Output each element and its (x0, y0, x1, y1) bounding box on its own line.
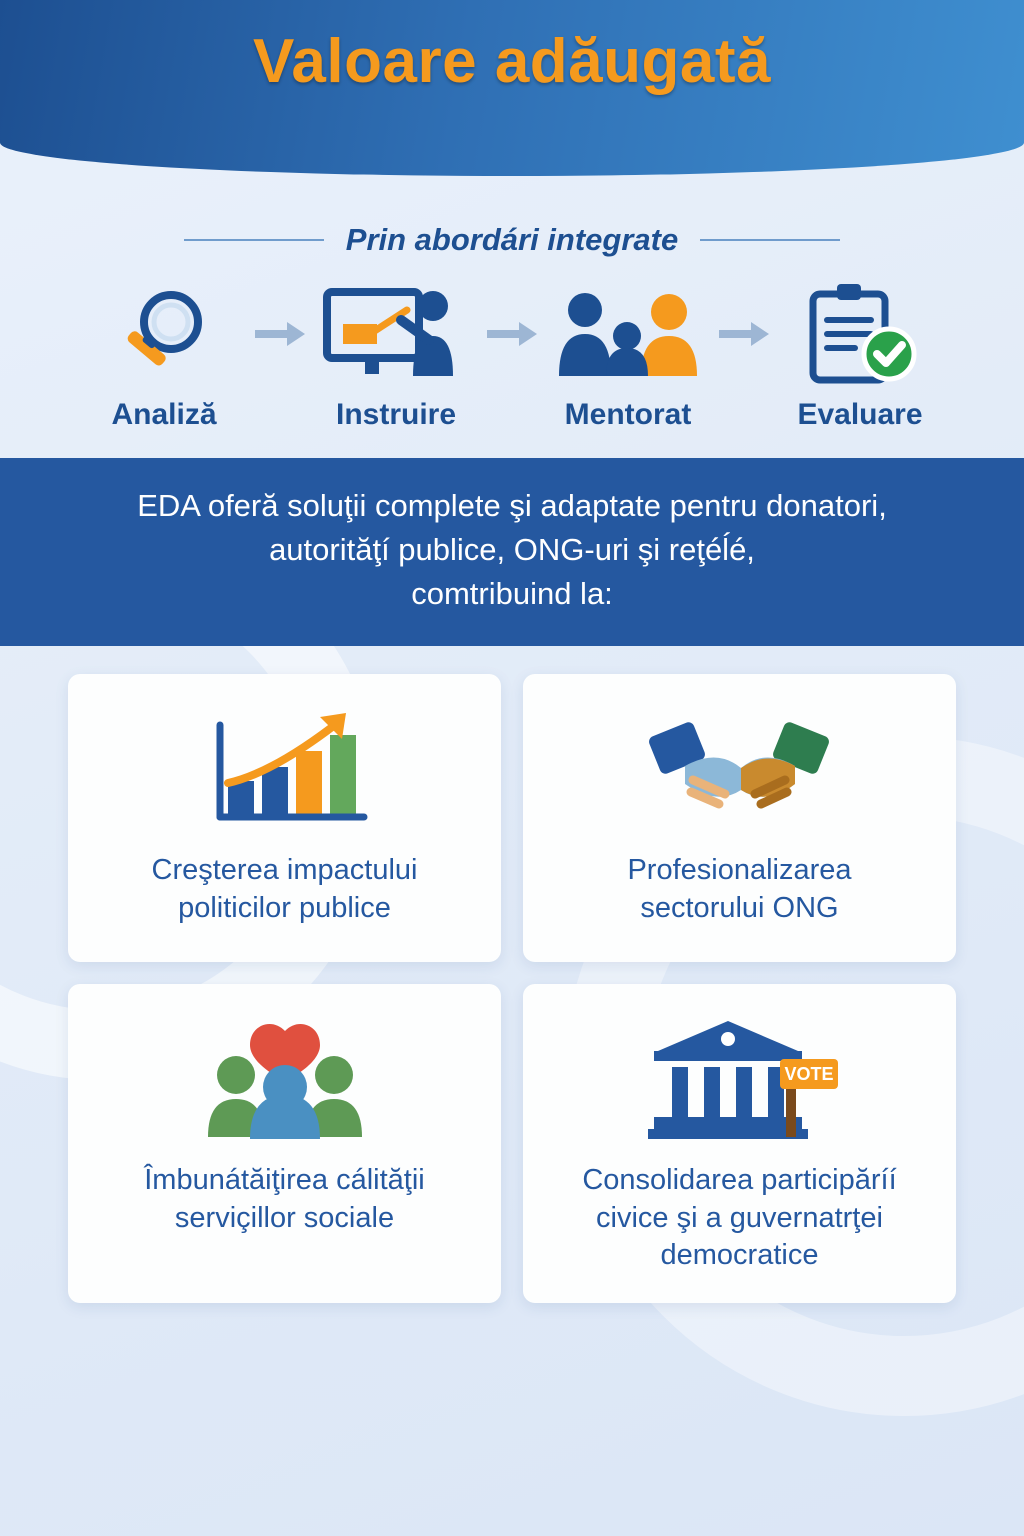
benefit-cards (0, 646, 1024, 1303)
magnifier-icon (109, 280, 219, 388)
benefit-card-civic-participation[interactable] (523, 984, 956, 1303)
divider-right (700, 239, 840, 241)
caption-line-1: Îmbunátăiţirea cálităţii (144, 1164, 425, 1197)
process-step-label: Analiză (111, 398, 217, 431)
caption-line-2: politicilor publice (178, 891, 391, 924)
caption-line-2: civice şi a guvernatrţei (596, 1201, 883, 1234)
clipboard-check-icon (795, 280, 925, 388)
statement-band (0, 458, 1024, 646)
process-step-label: Evaluare (797, 398, 923, 431)
arrow-right-icon (249, 280, 311, 388)
caption-line-2: sectorului ONG (640, 891, 839, 924)
growth-chart-icon (200, 700, 370, 840)
caption-line-1: Profesionalizarea (627, 854, 852, 887)
process-title: Prin abordári integrate (345, 222, 679, 257)
benefit-card-caption (144, 1162, 424, 1237)
page-title: Valoare adăugată (252, 27, 772, 96)
caption-line-1: Consolidarea participăríí (582, 1164, 897, 1197)
statement-line-2: autorităţí publice, ONG-uri şi reţéĺé, (269, 532, 755, 568)
government-vote-icon (640, 1010, 840, 1150)
process-section (0, 222, 1024, 458)
people-heart-icon (190, 1010, 380, 1150)
process-step-analiza (79, 280, 249, 432)
benefit-card-professionalization[interactable] (523, 674, 956, 962)
process-step-label: Instruire (335, 398, 457, 431)
caption-line-3: democratice (660, 1239, 819, 1272)
benefit-card-impact[interactable] (68, 674, 501, 962)
header-banner (0, 0, 1024, 176)
training-board-icon (321, 280, 471, 388)
statement-line-3: comtribuind la: (411, 576, 613, 612)
caption-line-1: Creşterea impactului (151, 854, 418, 887)
benefit-card-social-services[interactable] (68, 984, 501, 1303)
process-step-label: Mentorat (564, 398, 692, 431)
divider-left (184, 239, 324, 241)
benefit-card-caption (582, 1162, 896, 1275)
process-steps (0, 276, 1024, 432)
process-step-mentorat (543, 280, 713, 432)
statement-line-1: EDA oferă soluţii complete şi adaptate pentru donatori, (137, 488, 887, 523)
benefit-card-caption (627, 852, 851, 927)
benefit-card-caption (152, 852, 418, 927)
svg-text:VOTE: VOTE (783, 1064, 834, 1085)
caption-line-2: serviçillor sociale (174, 1201, 395, 1234)
process-title-row (0, 222, 1024, 258)
process-step-instruire (311, 280, 481, 432)
arrow-right-icon (481, 280, 543, 388)
handshake-icon (645, 700, 835, 840)
mentoring-people-icon (551, 280, 706, 388)
arrow-right-icon (713, 280, 775, 388)
process-step-evaluare (775, 280, 945, 432)
